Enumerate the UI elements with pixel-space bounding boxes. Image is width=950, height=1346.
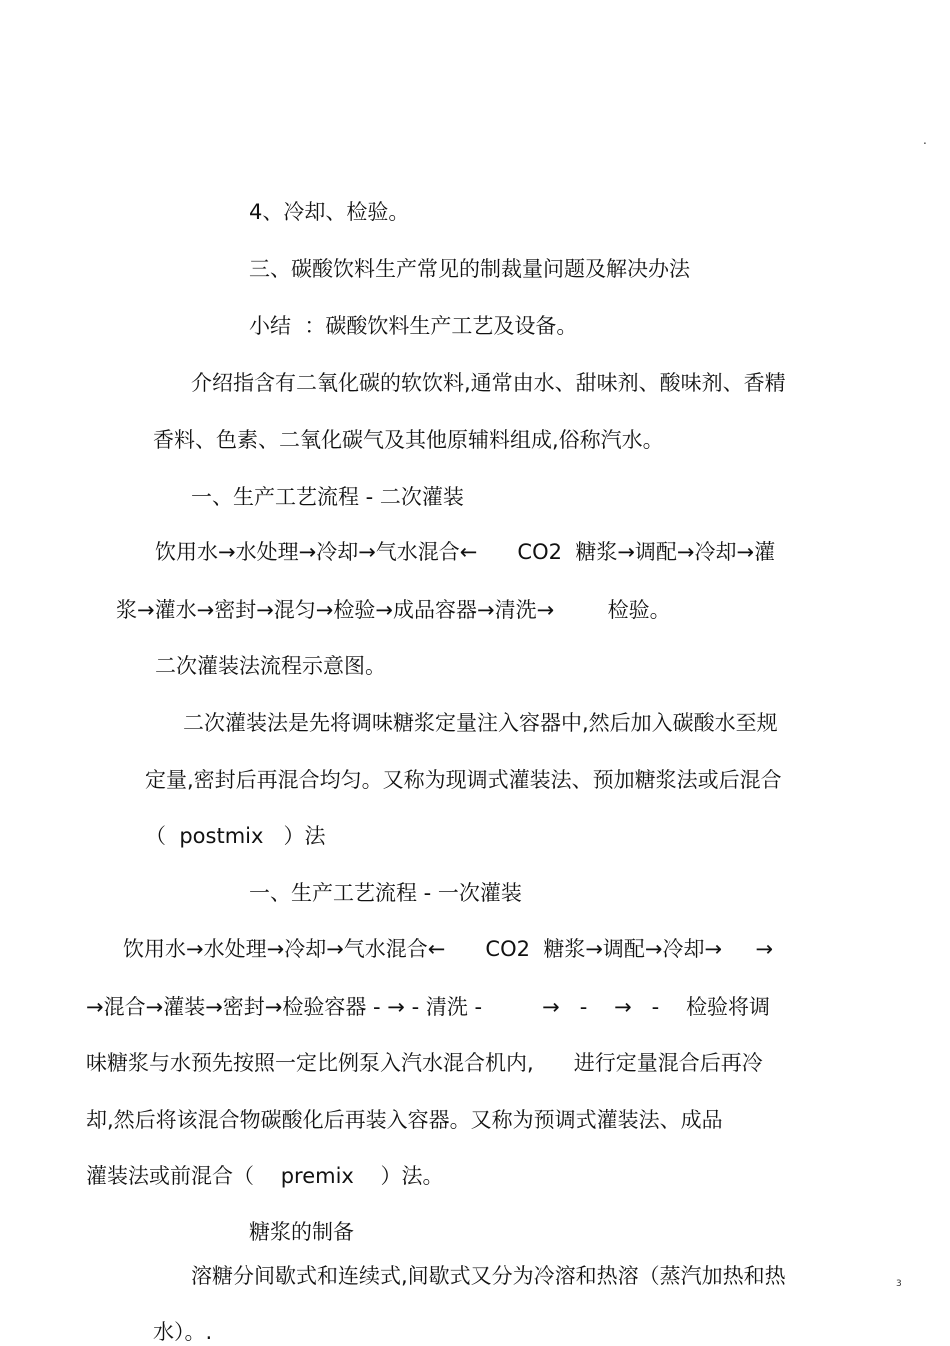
text-line-12: （ postmix ）法 [145, 824, 326, 848]
text-line-13: 一、生产工艺流程 - 一次灌装 [249, 881, 522, 905]
text-line-5: 香料、色素、二氧化碳气及其他原辅料组成,俗称汽水。 [153, 428, 664, 452]
text-line-17: 却,然后将该混合物碳酸化后再装入容器。又称为预调式灌装法、成品 [86, 1108, 723, 1132]
text-line-8: 浆→灌水→密封→混匀→检验→成品容器→清洗→ 检验。 [116, 598, 671, 622]
text-line-2: 三、碳酸饮料生产常见的制裁量问题及解决办法 [249, 257, 690, 281]
text-line-6: 一、生产工艺流程 - 二次灌装 [191, 485, 464, 509]
corner-mark: . [923, 133, 927, 147]
text-line-19: 糖浆的制备 [249, 1220, 354, 1244]
text-line-3: 小结 ：碳酸饮料生产工艺及设备。 [249, 314, 578, 338]
text-line-18: 灌装法或前混合（ premix ）法。 [86, 1164, 444, 1188]
text-line-14: 饮用水→水处理→冷却→气水混合← CO2 糖浆→调配→冷却→ → [123, 937, 774, 961]
text-line-7: 饮用水→水处理→冷却→气水混合← CO2 糖浆→调配→冷却→灌 [155, 540, 776, 564]
text-line-21: 水）。. [153, 1320, 213, 1344]
text-line-1: 4、冷却、检验。 [249, 200, 410, 224]
text-line-16: 味糖浆与水预先按照一定比例泵入汽水混合机内, 进行定量混合后再冷 [86, 1051, 763, 1075]
text-line-4: 介绍指含有二氧化碳的软饮料,通常由水、甜味剂、酸味剂、香精 [191, 371, 786, 395]
page-number: 3 [896, 1279, 902, 1289]
text-line-15: →混合→灌装→密封→检验容器 - → - 清洗 - → - → - 检验将调 [86, 995, 770, 1019]
text-line-9: 二次灌装法流程示意图。 [155, 654, 386, 678]
text-line-11: 定量,密封后再混合均匀。又称为现调式灌装法、预加糖浆法或后混合 [145, 768, 782, 792]
text-line-10: 二次灌装法是先将调味糖浆定量注入容器中,然后加入碳酸水至规 [183, 711, 778, 735]
text-line-20: 溶糖分间歇式和连续式,间歇式又分为冷溶和热溶（蒸汽加热和热 [191, 1264, 786, 1288]
